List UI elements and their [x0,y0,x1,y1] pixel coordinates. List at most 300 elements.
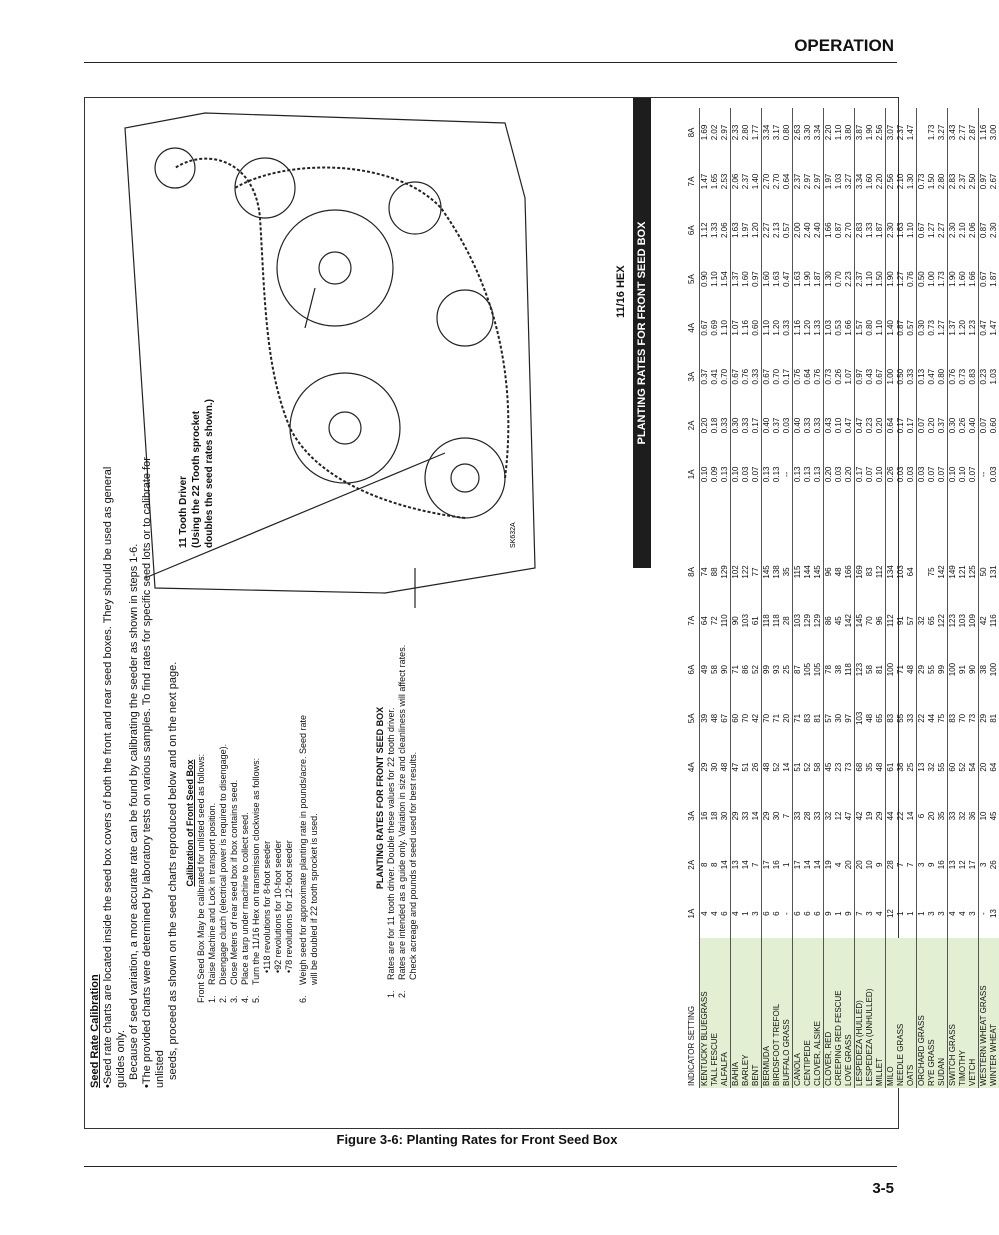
part-number: SK632A [510,522,517,548]
rate-bu: 1.60 [864,173,874,190]
rate-bu: 1.57 [854,303,865,352]
rate-lbs: 58 [709,665,719,674]
column-gap [730,499,741,548]
rate-bu: 1.47 [905,124,915,141]
rate-lbs: 100 [947,645,958,694]
rate-lbs: 4 [947,889,958,938]
rate-lbs: 103 [957,614,967,628]
rate-bu: 2.56 [874,124,884,141]
rate-lbs: 67 [719,713,729,723]
column-gap [865,499,875,548]
table-row [875,108,886,1088]
rate-lbs: 71 [771,713,781,723]
seed-name: WINTER WHEAT [989,938,999,1088]
rate-lbs: 122 [936,614,946,628]
rate-bu: 2.77 [957,124,967,141]
rate-bu: 2.40 [802,222,812,239]
column-gap [772,499,782,548]
rate-bu: 1.66 [967,271,977,287]
rate-lbs: 6 [916,792,927,841]
rate-bu: 0.64 [781,173,791,190]
rate-lbs: 6 [761,889,772,938]
rate-bu: 1.20 [771,320,781,336]
rate-bu: 0.47 [978,303,989,352]
rate-lbs: 44 [926,713,936,723]
rate-lbs: 7 [895,862,905,868]
rate-bu: 0.26 [957,417,967,434]
intro-p2b: seeds, proceed as shown on the seed charts reproduced below and on the next page. [167,661,179,1080]
step-text: Place a tarp under machine to collect seed. [240,812,250,985]
rate-bu: 3.34 [854,157,865,206]
rate-bu: 0.09 [709,466,719,483]
rate-bu: 1.87 [988,271,998,287]
rate-bu: 0.03 [905,466,915,483]
rate-lbs: 81 [874,665,884,674]
rate-lbs: 23 [833,762,843,772]
rate-lbs: 74 [699,548,710,597]
rate-lbs: 10 [978,792,989,841]
rate-lbs: 4 [730,889,741,938]
seed-name: NEEDLE GRASS [896,938,906,1088]
rate-lbs: 1 [781,862,791,868]
rate-bu: 0.80 [864,320,874,336]
rate-bu: 0.67 [874,368,884,385]
rate-bu: 0.70 [719,368,729,385]
rate-lbs: 8 [709,862,719,868]
rate-lbs: 144 [802,565,812,579]
rate-lbs: 83 [885,694,896,743]
rate-bu: 0.17 [905,417,915,434]
column-header-setting: INDICATOR SETTING [685,938,699,1088]
rate-bu: 1.65 [709,173,719,190]
rate-bu: 0.07 [936,466,946,483]
intro-p2: •The provided charts were determined by laboratory tests on various samples. To find rates for specific seed lots or to calibrate for unlisted [141,457,166,1088]
rate-bu: 0.37 [936,417,946,434]
table-row [927,108,937,1088]
rate-bu: 0.67 [761,352,772,401]
seed-name: CLOVER, ALSIKE [813,938,824,1088]
column-gap [937,499,948,548]
rate-lbs: 18 [709,811,719,821]
rate-bu: 0.10 [699,450,710,499]
rate-bu: 0.43 [823,401,834,450]
seed-name: LOVE GRASS [844,938,855,1088]
rate-bu: 0.33 [781,320,791,336]
column-gap [834,499,844,548]
rate-bu: 2.63 [792,108,803,157]
seed-name: VETCH [968,938,979,1088]
column-gap [803,499,813,548]
rate-lbs: 32 [926,762,936,772]
rate-lbs: 48 [864,713,874,723]
rate-bu: 0.60 [750,320,760,336]
table-row [968,108,979,1088]
rate-lbs: 129 [802,614,812,628]
rate-bu: 0.70 [833,271,843,287]
rate-bu: 1.33 [709,222,719,239]
rate-bu: 1.37 [947,303,958,352]
rate-lbs: 70 [957,713,967,723]
seed-name: BUFFALO GRASS [782,938,793,1088]
rate-lbs: 52 [802,762,812,772]
rate-lbs: 81 [812,713,822,723]
column-gap [958,499,968,548]
step-number: 2. [218,995,228,1003]
rate-lbs: 26 [750,762,760,772]
rate-lbs: 93 [771,665,781,674]
rate-lbs: 29 [699,743,710,792]
column-gap [720,499,731,548]
rate-bu: 0.03 [740,466,750,483]
table-row [865,108,875,1088]
rate-lbs: 13 [988,909,998,919]
calibration-block [185,643,320,1003]
column-header: 3A [685,792,699,841]
seed-name: BENT [751,938,762,1088]
rate-bu: 0.76 [792,352,803,401]
rate-lbs: 112 [874,565,884,579]
column-header: 5A [685,255,699,304]
rate-lbs: 1 [740,911,750,916]
rate-bu: 0.64 [802,368,812,385]
rate-lbs: 71 [792,694,803,743]
rate-lbs: 35 [781,567,791,577]
step-number: 4. [240,995,250,1003]
rate-bu: 0.97 [854,352,865,401]
header-rule [84,62,897,63]
rate-bu: 3.30 [802,124,812,141]
rate-lbs: 1 [895,911,905,916]
rate-bu: 1.27 [936,320,946,336]
rate-lbs: 81 [988,713,998,723]
rate-bu: 2.00 [792,206,803,255]
rate-lbs: 83 [802,713,812,723]
rate-lbs: 20 [781,713,791,723]
rate-bu: 2.33 [730,108,741,157]
seed-name: BIRDSFOOT TREFOIL [772,938,782,1088]
rate-bu: 0.33 [905,368,915,385]
rate-bu: 1.03 [823,303,834,352]
rate-lbs: 112 [885,596,896,645]
rate-lbs: 73 [967,713,977,723]
rate-lbs: 99 [761,645,772,694]
rate-bu: 3.00 [988,124,998,141]
column-gap [761,499,772,548]
rate-bu: 1.63 [730,206,741,255]
rate-lbs: 13 [947,840,958,889]
rate-bu: 1.90 [802,271,812,287]
rate-lbs: 35 [864,762,874,772]
rate-lbs: - [978,889,989,938]
rate-bu: 1.07 [843,368,853,385]
column-header: 4A [685,303,699,352]
rate-bu: 2.80 [740,124,750,141]
rate-lbs: 118 [843,663,853,676]
rate-lbs: 29 [730,792,741,841]
rate-lbs: 102 [730,548,741,597]
rate-lbs: 29 [916,645,927,694]
column-gap [813,499,824,548]
rate-lbs: 6 [812,911,822,916]
rate-bu: 1.33 [864,222,874,239]
rate-bu: 0.20 [926,417,936,434]
rate-lbs: 149 [947,548,958,597]
rate-bu: 0.13 [792,450,803,499]
note-2b-text: Check acreage and pounds of seed used for best results. [408,751,418,980]
rate-bu: 1.10 [864,271,874,287]
rate-lbs: 17 [792,840,803,889]
rate-lbs: 55 [936,762,946,772]
section-title: OPERATION [794,36,894,55]
table-row [834,108,844,1088]
seed-name: TIMOTHY [958,938,968,1088]
rate-lbs: 65 [874,713,884,723]
rate-lbs: 129 [812,614,822,628]
revolution-list [262,643,295,1003]
rate-lbs: 48 [905,665,915,674]
rate-bu: 2.67 [988,173,998,190]
rate-bu: 3.87 [854,108,865,157]
table-row [741,108,751,1088]
rate-bu: 0.13 [761,450,772,499]
rate-bu: 2.70 [843,222,853,239]
rate-bu: 2.06 [719,222,729,239]
rate-lbs: 20 [978,743,989,792]
rate-bu: 0.33 [812,417,822,434]
rate-lbs: 33 [905,713,915,723]
table-row [854,108,865,1088]
rate-bu: 1.16 [740,320,750,336]
rate-lbs: 7 [905,862,915,868]
rate-lbs: 73 [843,762,853,772]
seed-name: BARLEY [741,938,751,1088]
revolution-item: •78 revolutions for 12-foot seeder [284,840,294,973]
rate-bu: 2.83 [947,157,958,206]
column-header: 6A [685,645,699,694]
seed-name: CREEPING RED FESCUE [834,938,844,1088]
table-row [823,108,834,1088]
rate-lbs: 48 [709,713,719,723]
driver-label-1: 11 Tooth Driver [178,475,189,548]
rate-bu: 0.47 [854,401,865,450]
column-gap [978,499,989,548]
rate-lbs: 42 [854,792,865,841]
rate-lbs: 83 [864,567,874,577]
seed-name: RYE GRASS [927,938,937,1088]
step-number: 1. [207,995,217,1003]
rate-lbs: 12 [885,889,896,938]
seed-name: SWITCH GRASS [947,938,958,1088]
seed-name: ALFALFA [720,938,731,1088]
rate-lbs: 28 [802,811,812,821]
calibration-step [251,643,262,1003]
rate-bu: 0.76 [812,368,822,385]
rate-lbs: 6 [792,889,803,938]
rate-lbs: 48 [874,762,884,772]
column-gap [947,499,958,548]
table-row [844,108,855,1088]
rate-lbs: 33 [792,792,803,841]
rate-bu: 0.47 [843,417,853,434]
rate-lbs: 32 [823,792,834,841]
rate-bu: 0.30 [730,401,741,450]
rate-bu: 0.97 [978,157,989,206]
rate-bu: 0.80 [936,368,946,385]
column-header: 5A [685,694,699,743]
seed-name: SUDAN [937,938,948,1088]
table-row [906,108,917,1088]
rate-lbs: 109 [967,614,977,628]
table-row [947,108,958,1088]
rate-bu: 1.20 [750,222,760,239]
rate-bu: 1.73 [936,271,946,287]
rate-lbs: 19 [864,811,874,821]
rate-bu: 0.37 [771,417,781,434]
table-row [720,108,731,1088]
rate-bu: 0.10 [874,466,884,483]
rate-bu: 0.41 [709,368,719,385]
rate-lbs: 90 [730,596,741,645]
rate-bu: 2.50 [967,173,977,190]
column-gap [710,499,720,548]
table-row [813,108,824,1088]
rate-bu: 3.17 [771,124,781,141]
table-row [958,108,968,1088]
rate-lbs: 33 [812,811,822,821]
rate-lbs: 105 [802,662,812,677]
rate-lbs: 32 [957,811,967,821]
column-gap [916,499,927,548]
rate-lbs: 14 [781,762,791,772]
rate-bu: 1.50 [926,173,936,190]
rate-bu: 1.63 [771,271,781,287]
rate-lbs [916,548,927,597]
column-gap [875,499,886,548]
table-row [761,108,772,1088]
seed-name: BERMUDA [761,938,772,1088]
rate-bu: 0.13 [802,466,812,483]
rate-bu: 1.10 [874,320,884,336]
column-gap [854,499,865,548]
rate-bu: 3.34 [812,124,822,141]
rate-bu: 0.13 [916,352,927,401]
rate-lbs: 3 [864,911,874,916]
rate-bu: 1.69 [699,108,710,157]
rate-lbs: 123 [947,596,958,645]
step-number: 6. [298,995,308,1003]
rate-bu: 2.80 [936,173,946,190]
column-header: 3A [685,352,699,401]
rate-bu: 2.97 [812,173,822,190]
seed-name: CLOVER, RED [823,938,834,1088]
rate-bu: 1.50 [874,271,884,287]
rate-lbs: 131 [988,565,998,579]
rate-lbs: 29 [761,792,772,841]
rate-bu: 1.47 [988,320,998,336]
rates-notes-title: PLANTING RATES FOR FRONT SEED BOX [375,706,385,890]
rate-bu: 0.03 [895,466,905,483]
rate-bu: 1.37 [730,255,741,304]
calibration-steps [207,643,262,1003]
rate-lbs: 166 [843,565,853,579]
rate-lbs: 91 [957,665,967,674]
rate-bu: 0.73 [957,368,967,385]
rate-bu: 2.83 [854,206,865,255]
rate-bu: 2.70 [761,157,772,206]
rate-lbs: 122 [740,565,750,579]
rate-bu: 1.66 [843,320,853,336]
rate-bu: 1.97 [740,222,750,239]
column-header: 7A [685,157,699,206]
rate-lbs: 64 [905,567,915,577]
rate-lbs: 9 [823,889,834,938]
rate-lbs: 90 [967,665,977,674]
rate-bu: 3.80 [843,124,853,141]
rate-lbs: 97 [843,713,853,723]
rate-lbs: 16 [936,860,946,870]
column-gap [741,499,751,548]
rate-bu: 2.20 [874,173,884,190]
rate-lbs: 99 [936,665,946,674]
rate-bu: 0.07 [750,466,760,483]
rate-bu: 0.23 [864,417,874,434]
rate-lbs: 90 [719,665,729,674]
rate-lbs: 1 [833,911,843,916]
rate-lbs: 20 [854,840,865,889]
rate-lbs: 26 [988,860,998,870]
rate-lbs: 33 [947,792,958,841]
rate-lbs: 52 [771,762,781,772]
rate-bu: 0.17 [750,417,760,434]
rate-bu: 0.97 [750,271,760,287]
rate-bu: 1.30 [905,173,915,190]
rate-lbs: 4 [699,889,710,938]
note-1: 1. Rates are for 11 tooth driver. Double these values for 22 tooth driver. [386,707,396,998]
rate-bu: -- [781,471,791,477]
rate-lbs: 121 [957,565,967,579]
column-gap [885,499,896,548]
rate-lbs: 51 [740,762,750,772]
rate-bu: 1.27 [895,271,905,287]
rate-lbs: 4 [709,911,719,916]
rate-lbs: 3 [978,840,989,889]
seed-name: LESPEDEZA (UNHULLED) [865,938,875,1088]
rate-lbs: 60 [947,743,958,792]
rate-bu: 1.63 [792,255,803,304]
seed-name: ORCHARD GRASS [916,938,927,1088]
rate-lbs: 103 [792,596,803,645]
rate-lbs: 70 [740,713,750,723]
rate-bu: 0.10 [947,450,958,499]
rate-lbs: 103 [854,694,865,743]
rate-bu: 0.67 [699,303,710,352]
rate-bu: 0.18 [709,417,719,434]
rate-lbs: 3 [936,911,946,916]
rate-lbs: 65 [926,616,936,626]
rate-lbs: 142 [936,565,946,579]
rate-lbs: 45 [833,616,843,626]
rate-bu: 1.10 [719,320,729,336]
rate-bu: 0.33 [740,417,750,434]
rate-bu: 1.60 [761,255,772,304]
rate-lbs: 29 [874,811,884,821]
rate-bu: 0.60 [988,417,998,434]
rate-bu: 2.53 [719,173,729,190]
table-row [978,108,989,1088]
rate-bu: 1.20 [802,320,812,336]
rate-lbs: 3 [967,911,977,916]
step-text: Disengage clutch (electrical power is required to disengage). [218,743,228,985]
